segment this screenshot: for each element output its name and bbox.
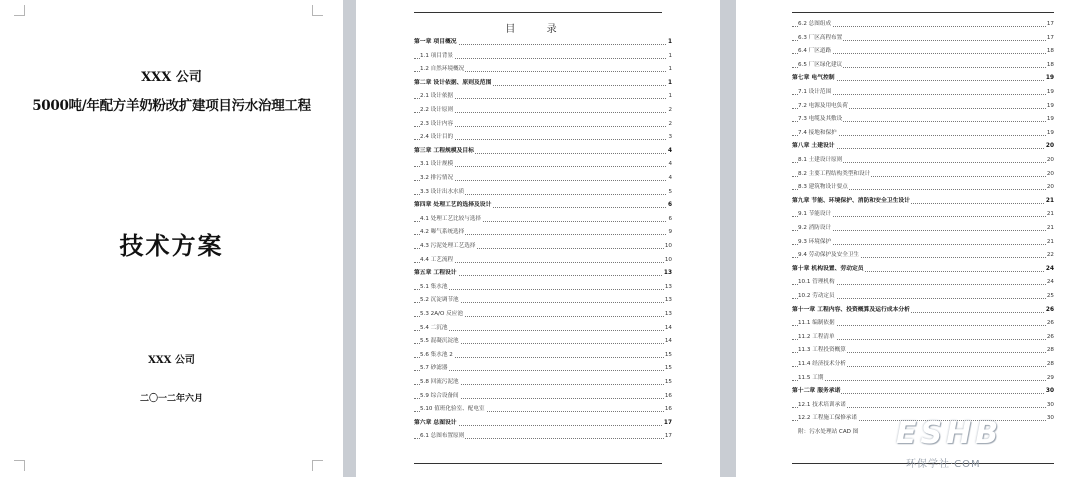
toc-entry-label: 2.2 设计原则 (420, 104, 454, 116)
toc-entry-page: 1 (667, 90, 672, 102)
header-line (414, 12, 662, 13)
toc-entry-page: 2 (667, 104, 672, 116)
toc-entry-label: 第一章 项目概况 (414, 36, 458, 48)
toc-section-entry[interactable] (414, 254, 672, 266)
toc-entry-label: 第九章 节能、环境保护、消防和安全卫生设计 (792, 195, 911, 207)
toc-entry-label: 8.3 建筑物设计要点 (798, 181, 849, 193)
toc-entry-page: 20 (1046, 168, 1054, 180)
toc-entry-page: 15 (664, 376, 672, 388)
toc-section-entry[interactable] (414, 349, 672, 361)
toc-entry-page: 14 (664, 335, 672, 347)
toc-entry-label: 2.1 设计依据 (420, 90, 454, 102)
toc-entry-label: 第七章 电气控制 (792, 72, 836, 84)
toc-entry-label: 11.5 工期 (798, 372, 824, 384)
toc-section-entry[interactable] (792, 45, 1054, 57)
toc-entry-label: 5.5 混凝沉淀池 (420, 335, 460, 347)
toc-entry-page: 17 (1046, 32, 1054, 44)
toc-entry-page: 14 (664, 322, 672, 334)
toc-entry-label: 第二章 设计依据、原则及范围 (414, 77, 492, 89)
toc-chapter-entry[interactable] (792, 385, 1054, 397)
toc-entry-label: 3.2 排污情况 (420, 172, 454, 184)
toc-entry-label: 第十章 机构设置、劳动定员 (792, 263, 865, 275)
toc-section-entry[interactable] (792, 32, 1054, 44)
toc-section-entry[interactable] (414, 362, 672, 374)
toc-entry-label: 第十一章 工程内容、投资概算及运行成本分析 (792, 304, 911, 316)
toc-entry-page: 1 (667, 36, 672, 48)
toc-section-entry[interactable] (792, 290, 1054, 302)
toc-entry-page: 15 (664, 349, 672, 361)
toc-entry-page: 4 (667, 145, 672, 157)
toc-section-entry[interactable] (414, 322, 672, 334)
toc-chapter-entry[interactable] (792, 195, 1054, 207)
toc-entry-label: 9.1 节能设计 (798, 208, 832, 220)
toc-entry-page: 1 (667, 77, 672, 89)
toc-entry-label: 4.2 曝气系统选择 (420, 226, 465, 238)
toc-entry-page: 17 (663, 417, 672, 429)
toc-entry-page: 19 (1046, 127, 1054, 139)
toc-entry-page: 13 (663, 267, 672, 279)
toc-section-entry[interactable] (414, 118, 672, 130)
toc-entry-label: 第八章 土建设计 (792, 140, 836, 152)
toc-page-1 (356, 0, 720, 477)
toc-entry-label: 11.1 编制依据 (798, 317, 836, 329)
toc-entry-page: 4 (667, 172, 672, 184)
toc-chapter-entry[interactable] (414, 199, 672, 211)
toc-entry-label: 7.3 电缆及其敷设 (798, 113, 843, 125)
toc-entry-page: 18 (1046, 59, 1054, 71)
toc-section-entry[interactable] (414, 158, 672, 170)
toc-chapter-entry[interactable] (792, 72, 1054, 84)
toc-section-entry[interactable] (792, 113, 1054, 125)
footer-line (414, 463, 662, 464)
toc-entry-page: 19 (1046, 100, 1054, 112)
toc-section-entry[interactable] (792, 100, 1054, 112)
toc-section-entry[interactable] (792, 181, 1054, 193)
toc-section-entry[interactable] (414, 430, 672, 442)
toc-entry-label: 5.8 回流污泥池 (420, 376, 460, 388)
toc-entry-page: 16 (664, 390, 672, 402)
watermark-logo: ESHB (896, 416, 1003, 451)
toc-entry-label: 2.3 设计内容 (420, 118, 454, 130)
toc-entry-page: 15 (664, 362, 672, 374)
crop-mark (14, 5, 25, 16)
toc-entry-label: 第三章 工程规模及目标 (414, 145, 475, 157)
toc-section-entry[interactable] (414, 226, 672, 238)
toc-entry-label: 7.1 设计范围 (798, 86, 832, 98)
toc-entry-label: 5.7 砂滤器 (420, 362, 448, 374)
toc-entry-label: 8.2 主要工程结构类型和设计 (798, 168, 871, 180)
toc-entry-label: 11.3 工程投资概算 (798, 344, 847, 356)
toc-entry-label: 5.9 综合设备间 (420, 390, 460, 402)
toc-entry-page: 28 (1046, 344, 1054, 356)
toc-section-entry[interactable] (792, 276, 1054, 288)
watermark-site: 环保学社·COM (906, 459, 981, 470)
toc-entry-page: 26 (1045, 304, 1054, 316)
toc-entry-label: 第六章 总图设计 (414, 417, 458, 429)
toc-entry-page: 21 (1046, 236, 1054, 248)
toc-chapter-entry[interactable] (414, 36, 672, 48)
toc-entry-page: 17 (1046, 18, 1054, 30)
toc-section-entry[interactable] (414, 308, 672, 320)
toc-leader-dots (792, 380, 1054, 381)
toc-entry-label: 8.1 土建设计原则 (798, 154, 843, 166)
toc-entry-label: 1.2 自然环境概况 (420, 63, 465, 75)
toc-entry-page: 24 (1046, 276, 1054, 288)
toc-entry-page: 19 (1046, 113, 1054, 125)
toc-entry-page: 29 (1046, 372, 1054, 384)
toc-entry-page: 30 (1046, 412, 1054, 424)
toc-section-entry[interactable] (792, 249, 1054, 261)
toc-section-entry[interactable] (414, 213, 672, 225)
toc-section-entry[interactable] (792, 59, 1054, 71)
toc-leader-dots (414, 330, 672, 331)
toc-entry-label: 6.3 厂区高程布置 (798, 32, 843, 44)
toc-section-entry[interactable] (792, 358, 1054, 370)
toc-section-entry[interactable] (792, 331, 1054, 343)
cover-company: XXX 公司 (141, 70, 202, 85)
toc-entry-page: 20 (1046, 181, 1054, 193)
toc-entry-page: 10 (664, 254, 672, 266)
toc-section-entry[interactable] (792, 236, 1054, 248)
toc-entry-page: 5 (667, 186, 672, 198)
toc-section-entry[interactable] (414, 335, 672, 347)
toc-entry-page: 13 (664, 308, 672, 320)
toc-entry-page: 10 (664, 240, 672, 252)
toc-entry-page: 20 (1046, 154, 1054, 166)
toc-entry-page: 6 (667, 213, 672, 225)
toc-entry-page: 20 (1045, 140, 1054, 152)
toc-list (414, 36, 672, 456)
toc-entry-page: 1 (667, 50, 672, 62)
toc-entry-label: 7.4 接地和保护 (798, 127, 838, 139)
toc-section-entry[interactable] (414, 376, 672, 388)
toc-entry-label: 9.2 消防设计 (798, 222, 832, 234)
toc-entry-page: 21 (1046, 208, 1054, 220)
toc-entry-label: 第五章 工程设计 (414, 267, 458, 279)
toc-entry-label: 6.2 总图组成 (798, 18, 832, 30)
toc-entry-page: 9 (667, 226, 672, 238)
toc-entry-page: 19 (1045, 72, 1054, 84)
toc-entry-page: 22 (1046, 249, 1054, 261)
toc-entry-label: 1.1 项目背景 (420, 50, 454, 62)
toc-entry-page: 26 (1046, 317, 1054, 329)
toc-section-entry[interactable] (414, 390, 672, 402)
toc-entry-page: 21 (1046, 222, 1054, 234)
toc-entry-label: 3.3 设计出水水质 (420, 186, 465, 198)
toc-leader-dots (414, 370, 672, 371)
toc-section-entry[interactable] (414, 104, 672, 116)
toc-section-entry[interactable] (414, 186, 672, 198)
cover-project-name: 5000吨/年配方羊奶粉改扩建项目污水治理工程 (32, 98, 311, 114)
toc-entry-page: 6 (667, 199, 672, 211)
toc-entry-page: 1 (667, 63, 672, 75)
toc-chapter-entry[interactable] (414, 145, 672, 157)
toc-entry-label: 5.4 二沉池 (420, 322, 448, 334)
toc-entry-page: 21 (1045, 195, 1054, 207)
toc-chapter-entry[interactable] (414, 77, 672, 89)
toc-section-entry[interactable] (792, 86, 1054, 98)
crop-mark (312, 5, 323, 16)
toc-section-entry[interactable] (792, 127, 1054, 139)
toc-entry-page: 16 (664, 403, 672, 415)
toc-entry-label: 3.1 设计规模 (420, 158, 454, 170)
cover-title: 技术方案 (119, 231, 224, 260)
cover-page (0, 0, 343, 477)
toc-chapter-entry[interactable] (792, 140, 1054, 152)
toc-section-entry[interactable] (414, 240, 672, 252)
toc-leader-dots (414, 289, 672, 290)
toc-entry-label: 10.2 劳动定员 (798, 290, 836, 302)
toc-section-entry[interactable] (414, 63, 672, 75)
toc-entry-label: 5.6 集水池 2 (420, 349, 454, 361)
toc-section-entry[interactable] (792, 18, 1054, 30)
toc-chapter-entry[interactable] (792, 304, 1054, 316)
crop-mark (14, 460, 25, 471)
header-line (792, 12, 1054, 13)
toc-entry-label: 2.4 设计目的 (420, 131, 454, 143)
toc-section-entry[interactable] (792, 154, 1054, 166)
toc-entry-label: 11.4 经济技术分析 (798, 358, 847, 370)
toc-entry-page: 28 (1046, 358, 1054, 370)
toc-chapter-entry[interactable] (414, 417, 672, 429)
toc-entry-label: 6.5 厂区绿化建议 (798, 59, 843, 71)
toc-section-entry[interactable] (414, 50, 672, 62)
toc-entry-page: 17 (664, 430, 672, 442)
toc-entry-label: 7.2 电源及用电负荷 (798, 100, 849, 112)
toc-section-entry[interactable] (792, 399, 1054, 411)
toc-entry-page: 24 (1045, 263, 1054, 275)
toc-entry-page: 30 (1046, 399, 1054, 411)
toc-section-entry[interactable] (414, 294, 672, 306)
toc-section-entry[interactable] (414, 131, 672, 143)
toc-entry-label: 5.3 2A/O 反应池 (420, 308, 464, 320)
cover-bottom-company: XXX 公司 (148, 355, 195, 366)
toc-title: 目 录 (505, 24, 571, 35)
toc-entry-label: 12.2 工程施工保修承诺 (798, 412, 858, 424)
toc-entry-label: 第四章 处理工艺的选择及设计 (414, 199, 492, 211)
toc-entry-label: 5.2 沉淀调节池 (420, 294, 460, 306)
toc-chapter-entry[interactable] (792, 263, 1054, 275)
toc-entry-label: 6.4 厂区道路 (798, 45, 832, 57)
toc-entry-label: 4.3 污泥处理工艺选择 (420, 240, 476, 252)
toc-section-entry[interactable] (414, 172, 672, 184)
toc-entry-page: 4 (667, 158, 672, 170)
toc-section-entry[interactable] (414, 281, 672, 293)
toc-entry-page: 25 (1046, 290, 1054, 302)
toc-entry-label: 4.4 工艺流程 (420, 254, 454, 266)
toc-entry-label: 4.1 处理工艺比较与选择 (420, 213, 482, 225)
toc-chapter-entry[interactable] (414, 267, 672, 279)
toc-entry-label: 5.1 集水池 (420, 281, 448, 293)
toc-entry-label: 12.1 技术培训承诺 (798, 399, 847, 411)
toc-section-entry[interactable] (792, 372, 1054, 384)
toc-page-2 (736, 0, 1079, 477)
toc-entry-page: 18 (1046, 45, 1054, 57)
toc-entry-page: 19 (1046, 86, 1054, 98)
toc-section-entry[interactable] (792, 222, 1054, 234)
toc-section-entry[interactable] (792, 208, 1054, 220)
toc-entry-label: 9.3 环境保护 (798, 236, 832, 248)
toc-entry-page: 13 (664, 294, 672, 306)
cover-date: 二〇一二年六月 (139, 394, 203, 404)
toc-entry-label: 6.1 总图布置原则 (420, 430, 465, 442)
toc-entry-page: 30 (1045, 385, 1054, 397)
toc-entry-label: 9.4 劳动保护及安全卫生 (798, 249, 860, 261)
toc-section-entry[interactable] (792, 344, 1054, 356)
toc-entry-page: 26 (1046, 331, 1054, 343)
toc-entry-label: 5.10 值班化验室、配电室 (420, 403, 486, 415)
toc-entry-label: 第十二章 服务承诺 (792, 385, 841, 397)
toc-section-entry[interactable] (792, 317, 1054, 329)
toc-list (792, 18, 1054, 458)
toc-section-entry[interactable] (414, 90, 672, 102)
toc-entry-label: 10.1 管理机构 (798, 276, 836, 288)
toc-entry-label: 11.2 工程清单 (798, 331, 836, 343)
toc-section-entry[interactable] (414, 403, 672, 415)
toc-section-entry[interactable] (792, 168, 1054, 180)
toc-entry-label: 附：污水处理站 CAD 图 (798, 426, 859, 438)
toc-entry-page: 3 (667, 131, 672, 143)
crop-mark (312, 460, 323, 471)
toc-entry-page: 13 (664, 281, 672, 293)
toc-entry-page: 2 (667, 118, 672, 130)
